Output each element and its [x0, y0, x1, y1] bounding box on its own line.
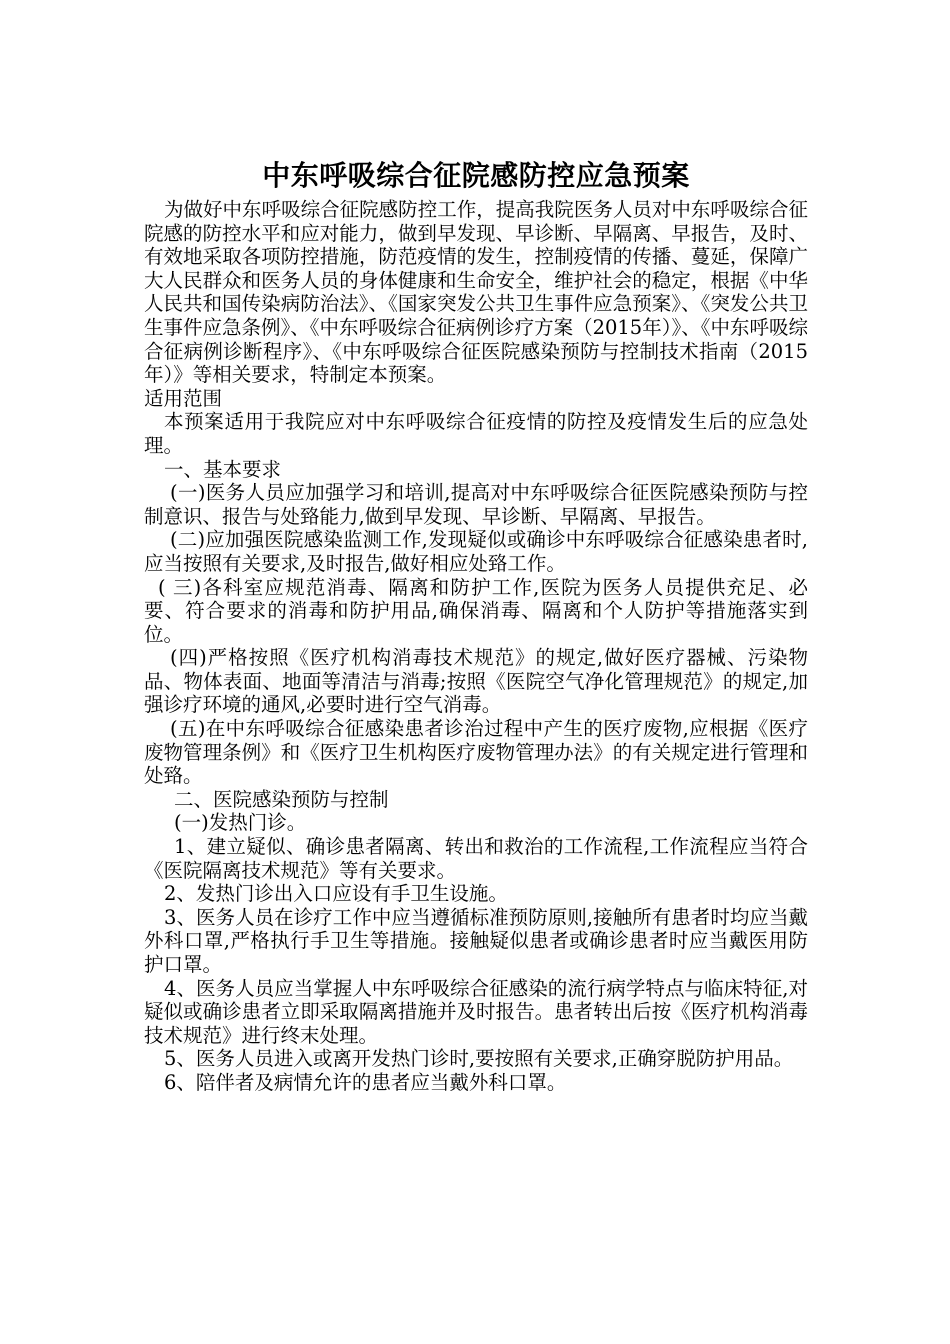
- section2-item: 5、医务人员进入或离开发热门诊时,要按照有关要求,正确穿脱防护用品。: [164, 1047, 794, 1071]
- section1-item: ( 三)各科室应规范消毒、隔离和防护工作,医院为医务人员提供充足、必要、符合要求的消毒和防护用品,确保消毒、隔离和个人防护等措施落实到位。: [144, 575, 808, 646]
- section1-item: (五)在中东呼吸综合征感染患者诊治过程中产生的医疗废物,应根据《医疗废物管理条例》和《医疗卫生机构医疗废物管理办法》的有关规定进行管理和处臵。: [144, 717, 808, 788]
- section1-item: (四)严格按照《医疗机构消毒技术规范》的规定,做好医疗器械、污染物品、物体表面、地面等清洁与消毒;按照《医院空气净化管理规范》的规定,加强诊疗环境的通风,必要时进行空气消毒。: [144, 646, 808, 717]
- intro-paragraph: 为做好中东呼吸综合征院感防控工作，提高我院医务人员对中东呼吸综合征院感的防控水平和应对能力，做到早发现、早诊断、早隔离、早报告，及时、有效地采取各项防控措施，防范疫情的发生，控制疫情的传播、蔓延，保障广大人民群众和医务人员的身体健康和生命安全，维护社会的稳定，根据《中华人民共和国传染病防治法》、《国家突发公共卫生事件应急预案》、《突发公共卫生事件应急条例》、《中东呼吸综合征病例诊疗方案（2015年）》、《中东呼吸综合征病例诊断程序》、《中东呼吸综合征医院感染预防与控制技术指南（2015年）》等相关要求，特制定本预案。: [144, 198, 808, 387]
- section1-item: (一)医务人员应加强学习和培训,提高对中东呼吸综合征医院感染预防与控制意识、报告与处臵能力,做到早发现、早诊断、早隔离、早报告。: [144, 481, 808, 528]
- document-title: 中东呼吸综合征院感防控应急预案: [262, 159, 690, 192]
- scope-paragraph: 本预案适用于我院应对中东呼吸综合征疫情的防控及疫情发生后的应急处理。: [144, 410, 808, 457]
- scope-heading: 适用范围: [144, 386, 223, 410]
- section2-item: 4、医务人员应当掌握人中东呼吸综合征感染的流行病学特点与临床特征,对疑似或确诊患者立即采取隔离措施并及时报告。患者转出后按《医疗机构消毒技术规范》进行终末处理。: [144, 976, 808, 1047]
- section2-subheading: (一)发热门诊。: [174, 811, 307, 835]
- section2-item: 6、陪伴者及病情允许的患者应当戴外科口罩。: [164, 1070, 567, 1094]
- section1-item: (二)应加强医院感染监测工作,发现疑似或确诊中东呼吸综合征感染患者时,应当按照有关要求,及时报告,做好相应处臵工作。: [144, 528, 808, 575]
- section2-item: 2、发热门诊出入口应设有手卫生设施。: [164, 882, 508, 906]
- section2-heading: 二、医院感染预防与控制: [174, 787, 389, 811]
- section2-item: 3、医务人员在诊疗工作中应当遵循标准预防原则,接触所有患者时均应当戴外科口罩,严格执行手卫生等措施。接触疑似患者或确诊患者时应当戴医用防护口罩。: [144, 905, 808, 976]
- document-body: [144, 158, 808, 1095]
- section2-item: 1、建立疑似、确诊患者隔离、转出和救治的工作流程,工作流程应当符合《医院隔离技术规范》等有关要求。: [144, 835, 808, 882]
- section1-heading: 一、基本要求: [164, 457, 282, 481]
